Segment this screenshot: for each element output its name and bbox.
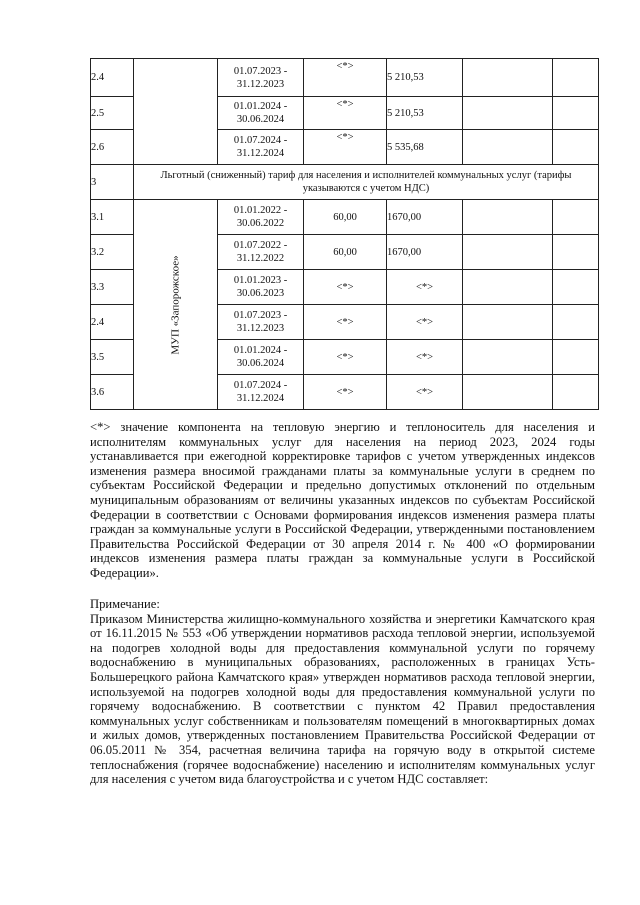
period-cell: 01.07.2022 - 31.12.2022 <box>218 235 304 270</box>
empty-cell <box>463 235 553 270</box>
empty-cell <box>553 130 599 165</box>
empty-cell <box>463 97 553 130</box>
empty-cell <box>463 59 553 97</box>
value-cell: 5 210,53 <box>387 97 463 130</box>
row-number: 2.4 <box>91 59 134 97</box>
empty-cell <box>553 200 599 235</box>
period-cell: 01.07.2023 - 31.12.2023 <box>218 305 304 340</box>
value-cell: 5 535,68 <box>387 130 463 165</box>
value-cell: 1670,00 <box>387 235 463 270</box>
value-cell: <*> <box>304 375 387 410</box>
empty-cell <box>463 340 553 375</box>
footnote-text: <*> значение компонента на тепловую энергию и теплоноситель для населения и исполнителям коммунальных услуг для населения на период 2023, 2024 годы устанавливается при ежегодной корректировке тарифов с учетом утвержденных индексов изменения размера вносимой гражданами платы за коммунальные услуги в среднем по субъектам Российской Федерации и предельно допустимых отклонений по отдельным муниципальным образованиям от величины указанных индексов по субъектам Российской Федерации в соответствии с Основами формирования индексов изменения размера платы граждан за коммунальные услуги в Российской Федерации, утвержденными постановлением Правительства Российской Федерации от 30 апреля 2014 г. № 400 «О формировании индексов изменения размера платы граждан за коммунальные услуги в Российской Федерации». <box>90 420 595 580</box>
row-number: 3.6 <box>91 375 134 410</box>
table-row <box>91 59 599 97</box>
period-cell: 01.07.2024 - 31.12.2024 <box>218 375 304 410</box>
note-section <box>90 597 595 787</box>
row-number: 3.2 <box>91 235 134 270</box>
empty-cell <box>463 375 553 410</box>
value-cell: <*> <box>304 305 387 340</box>
value-cell: <*> <box>304 340 387 375</box>
value-cell: <*> <box>304 59 387 97</box>
section-number: 3 <box>91 165 134 200</box>
value-cell: <*> <box>304 97 387 130</box>
empty-cell <box>553 59 599 97</box>
footnote <box>90 420 595 581</box>
empty-cell <box>463 305 553 340</box>
org-cell-top <box>134 59 218 165</box>
empty-cell <box>463 130 553 165</box>
value-cell: 60,00 <box>304 200 387 235</box>
org-name: МУП «Запорожское» <box>169 254 181 355</box>
value-cell: 1670,00 <box>387 200 463 235</box>
row-number: 2.4 <box>91 305 134 340</box>
empty-cell <box>553 305 599 340</box>
tariff-table <box>90 58 599 410</box>
period-cell: 01.07.2024 - 31.12.2024 <box>218 130 304 165</box>
value-cell: <*> <box>387 270 463 305</box>
empty-cell <box>553 340 599 375</box>
table-row <box>91 200 599 235</box>
org-cell <box>134 200 218 410</box>
row-number: 3.3 <box>91 270 134 305</box>
row-number: 2.5 <box>91 97 134 130</box>
period-cell: 01.01.2024 - 30.06.2024 <box>218 97 304 130</box>
row-number: 3.5 <box>91 340 134 375</box>
note-heading: Примечание: <box>90 597 160 611</box>
empty-cell <box>553 270 599 305</box>
value-cell: <*> <box>387 305 463 340</box>
value-cell: <*> <box>387 340 463 375</box>
empty-cell <box>463 270 553 305</box>
value-cell: <*> <box>304 130 387 165</box>
row-number: 3.1 <box>91 200 134 235</box>
row-number: 2.6 <box>91 130 134 165</box>
value-cell: <*> <box>304 270 387 305</box>
value-cell: 5 210,53 <box>387 59 463 97</box>
period-cell: 01.07.2023 - 31.12.2023 <box>218 59 304 97</box>
note-text: Приказом Министерства жилищно-коммунального хозяйства и энергетики Камчатского края от 16.11.2015 № 553 «Об утверждении нормативов расхода тепловой энергии, используемой на подогрев холодной воды для предоставления коммунальной услуги по горячему водоснабжению в муниципальных образованиях, расположенных в границах Усть-Большерецкого района Камчатского края» утвержден нормативов расхода тепловой энергии, используемой на подогрев холодной воды для предоставления коммунальной услуги по горячему водоснабжению. В соответствии с пунктом 42 Правил предоставления коммунальных услуг собственникам и пользователям помещений в многоквартирных домах и жилых домов, утвержденных постановлением Правительства Российской Федерации от 06.05.2011 № 354, расчетная величина тарифа на горячую воду в открытой системе теплоснабжения (горячее водоснабжение) населению и исполнителям коммунальных услуг для населения с учетом вида благоустройства и с учетом НДС составляет: <box>90 611 595 787</box>
empty-cell <box>553 375 599 410</box>
empty-cell <box>553 235 599 270</box>
empty-cell <box>553 97 599 130</box>
empty-cell <box>463 200 553 235</box>
period-cell: 01.01.2022 - 30.06.2022 <box>218 200 304 235</box>
value-cell: 60,00 <box>304 235 387 270</box>
section-title: Льготный (сниженный) тариф для населения и исполнителей коммунальных услуг (тарифы указываются с учетом НДС) <box>134 165 599 200</box>
period-cell: 01.01.2024 - 30.06.2024 <box>218 340 304 375</box>
value-cell: <*> <box>387 375 463 410</box>
period-cell: 01.01.2023 - 30.06.2023 <box>218 270 304 305</box>
section-row <box>91 165 599 200</box>
